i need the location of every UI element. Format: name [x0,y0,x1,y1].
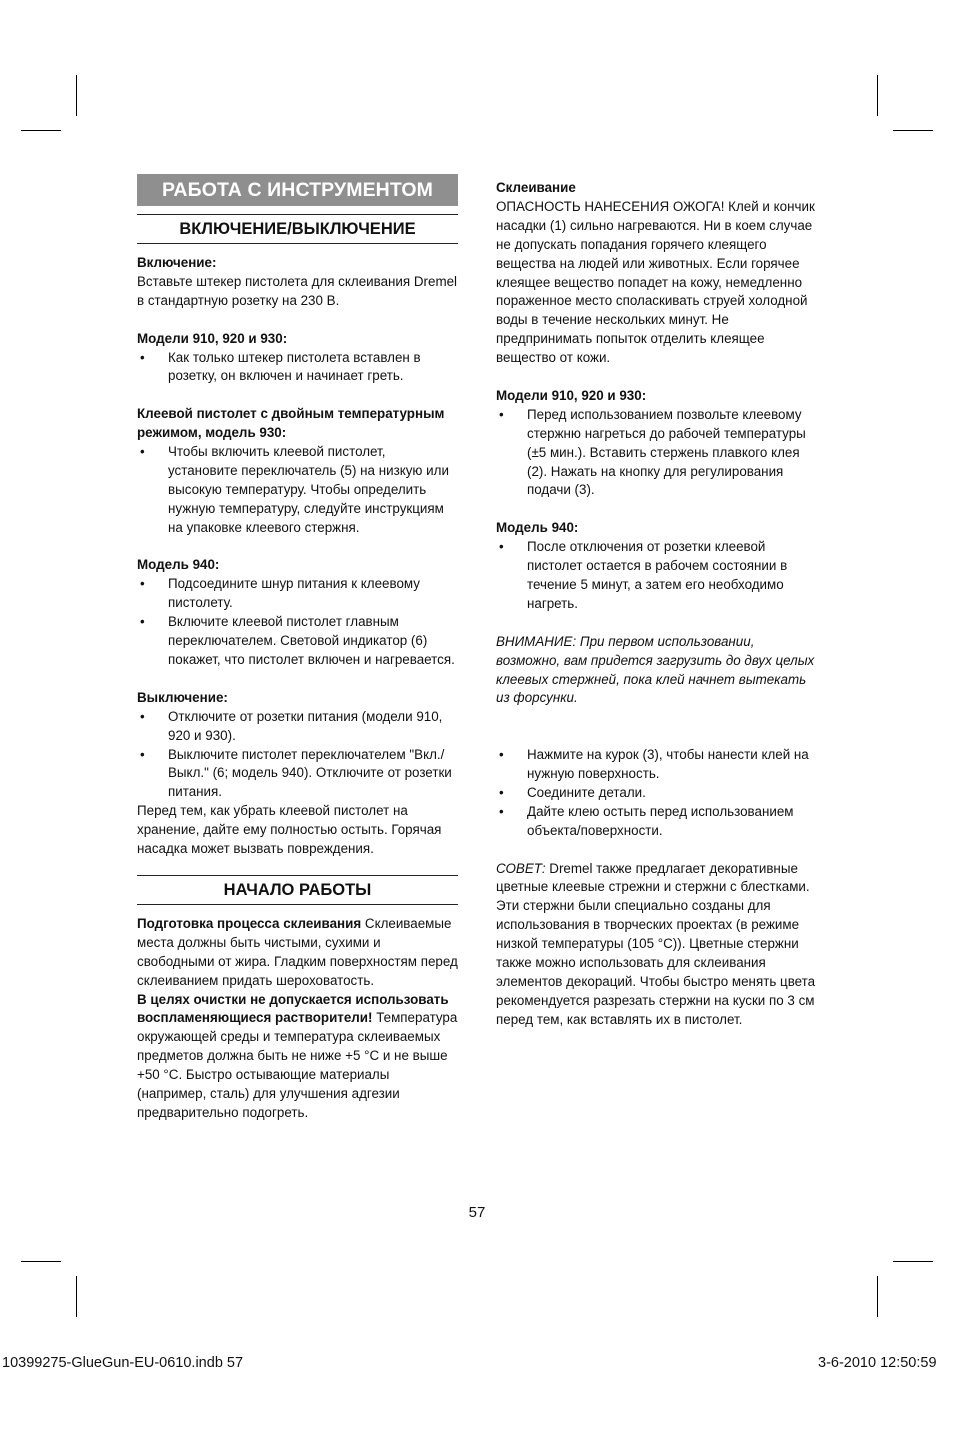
list-item: • Соедините детали. [496,784,818,803]
tip-paragraph [496,860,818,1030]
list-item: • Нажмите на курок (3), чтобы нанести клей на нужную поверхность. [496,746,818,784]
section-heading-start: НАЧАЛО РАБОТЫ [137,875,458,905]
page-number: 57 [468,1204,486,1221]
list-item: • Подсоедините шнур питания к клеевому пистолету. [137,575,458,613]
section-heading-on-off: ВКЛЮЧЕНИЕ/ВЫКЛЮЧЕНИЕ [137,214,458,244]
on-heading: Включение: [137,255,217,270]
on-text: Вставьте штекер пистолета для склеивания Dremel в стандартную розетку на 230 В. [137,273,458,308]
list-item: • Дайте клею остыть перед использованием объекта/поверхности. [496,803,818,841]
page-title: РАБОТА С ИНСТРУМЕНТОМ [137,174,458,206]
prep-paragraph [137,915,458,991]
crop-mark-bottom-right-v [877,1276,878,1317]
list-item: • Выключите пистолет переключателем "Вкл./ Выкл." (6; модель 940). Отключите от розетки питания. [137,746,458,803]
list-item: • Как только штекер пистолета вставлен в розетку, он включен и начинает греть. [137,349,458,387]
model-940-heading-right: Модель 940: [496,520,579,536]
off-list [137,708,458,803]
dual-temp-list [137,443,458,538]
model-940-heading: Модель 940: [137,557,220,573]
attention-note: ВНИМАНИЕ: При первом использовании, возможно, вам придется загрузить до двух целых клеевых стержней, пока клей начнет вытекать из форсунки. [496,633,815,706]
prep-text: Склеиваемые места должны быть чистыми, сухими и свободными от жира. Гладким поверхностям перед склеиванием придать шероховатость. [137,915,458,988]
glue-text: ОПАСНОСТЬ НАНЕСЕНИЯ ОЖОГА! Клей и кончик насадки (1) сильно нагреваются. Ни в коем случае не допускать попадания горячего клеящего вещества на людей или животных. Если горячее клеящее вещество попадет на кожу, немедленно пораженное место споласкивать струей холодной воды в течение нескольких минут. Не предпринимать попыток отделить клеящее вещество от кожи. [496,198,815,366]
steps-list [496,746,818,841]
warning-text: Температура окружающей среды и температура склеиваемых предметов должна быть не ниже +5 °С и не выше +50 °С. Быстро остывающие материалы (например, сталь) для улучшения адгезии предварительно подогреть. [137,1010,458,1120]
crop-mark-top-left-h [21,130,61,131]
model-940-list [137,575,458,670]
off-heading: Выключение: [137,689,228,705]
left-column [137,174,458,1123]
right-column [496,179,818,1030]
footer-file-info: 10399275-GlueGun-EU-0610.indb 57 [2,1355,244,1371]
warning-paragraph [137,991,458,1123]
model-940-list-right [496,538,818,614]
list-item: • Перед использованием позвольте клеевому стержню нагреться до рабочей температуры (±5 мин.). Вставить стержень плавкого клея (2). Нажать на кнопку для регулирования подачи (3). [496,406,818,501]
crop-mark-top-left-v [76,75,77,116]
tip-text: Dremel также предлагает декоративные цветные клеевые стрежни и стержни с блестками. Эти стержни были специально созданы для использования в творческих проектах (в режиме низкой температуры (105 °С)). Цветные стержни также можно использовать для склеивания элементов декораций. Чтобы быстро менять цвета рекомендуется разрезать стержни на куски по 3 см перед тем, как вставлять их в пистолет. [496,860,816,1027]
list-item: • Включите клеевой пистолет главным переключателем. Световой индикатор (6) покажет, что пистолет включен и нагревается. [137,613,458,670]
models-list-right [496,406,818,501]
off-text: Перед тем, как убрать клеевой пистолет на хранение, дайте ему полностью остыть. Горячая насадка может вызвать повреждения. [137,803,442,857]
crop-mark-top-right-v [877,75,878,116]
models-heading-right: Модели 910, 920 и 930: [496,387,647,403]
footer-date-time: 3-6-2010 12:50:59 [818,1355,937,1371]
crop-mark-bottom-right-h [893,1261,933,1262]
tip-label: СОВЕТ: [496,860,546,876]
crop-mark-bottom-left-h [21,1261,61,1262]
crop-mark-bottom-left-v [76,1276,77,1317]
crop-mark-top-right-h [893,130,933,131]
warning-bold: В целях очистки не допускается использовать воспламеняющиеся растворители! [137,991,449,1026]
list-item: • Отключите от розетки питания (модели 910, 920 и 930). [137,708,458,746]
models-list [137,349,458,387]
dual-temp-heading: Клеевой пистолет с двойным температурным режимом, модель 930: [137,406,445,441]
models-heading: Модели 910, 920 и 930: [137,330,288,346]
glue-heading: Склеивание [496,180,576,195]
list-item: • После отключения от розетки клеевой пистолет остается в рабочем состоянии в течение 5 минут, а затем его необходимо нагреть. [496,538,818,614]
list-item: • Чтобы включить клеевой пистолет, установите переключатель (5) на низкую или высокую температуру. Чтобы определить нужную температуру, следуйте инструкциям на упаковке клеевого стержня. [137,443,458,538]
prep-bold: Подготовка процесса склеивания [137,915,362,931]
